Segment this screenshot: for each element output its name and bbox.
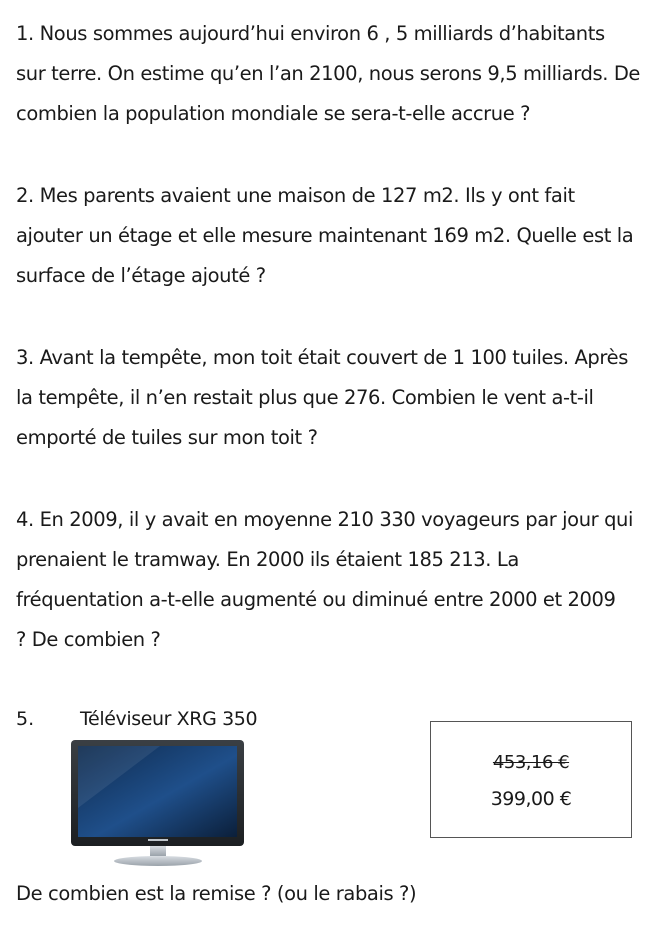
new-price: 399,00 € — [490, 788, 572, 810]
problem-3 — [16, 338, 646, 458]
problem-5-header — [16, 702, 257, 736]
problem-2 — [16, 176, 646, 296]
television-image — [70, 738, 245, 868]
old-price: 453,16 € — [492, 752, 570, 773]
price-box — [430, 721, 632, 838]
problem-5-question: De combien est la remise ? (ou le rabais ?) — [16, 882, 417, 905]
problem-5-number: 5. — [16, 708, 35, 730]
problem-1 — [16, 14, 646, 134]
problem-3-line-1: 3. Avant la tempête, mon toit était couvert de 1 100 tuiles. Après — [16, 346, 628, 369]
problem-4-line-2: prenaient le tramway. En 2000 ils étaient 185 213. La — [16, 548, 519, 571]
problem-1-line-1: 1. Nous sommes aujourd’hui environ 6 , 5 milliards d’habitants — [16, 22, 605, 45]
problem-1-line-3: combien la population mondiale se sera-t-elle accrue ? — [16, 102, 531, 125]
problem-3-line-3: emporté de tuiles sur mon toit ? — [16, 426, 318, 449]
problem-2-line-1: 2. Mes parents avaient une maison de 127 m2. Ils y ont fait — [16, 184, 575, 207]
problem-4-line-4: ? De combien ? — [16, 628, 161, 651]
problem-4 — [16, 500, 646, 660]
problem-4-line-1: 4. En 2009, il y avait en moyenne 210 330 voyageurs par jour qui — [16, 508, 634, 531]
problem-2-line-3: surface de l’étage ajouté ? — [16, 264, 266, 287]
problem-2-line-2: ajouter un étage et elle mesure maintenant 169 m2. Quelle est la — [16, 224, 634, 247]
television-icon — [70, 738, 245, 868]
problem-1-line-2: sur terre. On estime qu’en l’an 2100, nous serons 9,5 milliards. De — [16, 62, 641, 85]
problem-3-line-2: la tempête, il n’en restait plus que 276. Combien le vent a-t-il — [16, 386, 594, 409]
problem-5-title: Téléviseur XRG 350 — [80, 708, 258, 730]
problem-4-line-3: fréquentation a-t-elle augmenté ou diminué entre 2000 et 2009 — [16, 588, 616, 611]
